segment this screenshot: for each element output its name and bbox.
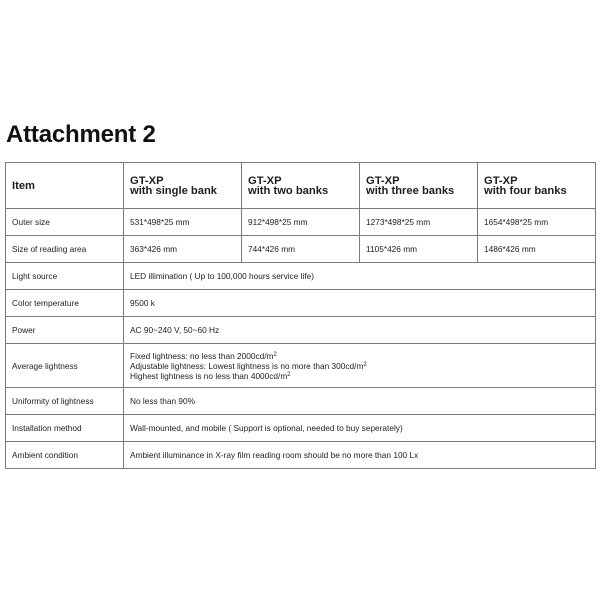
table-row-color-temperature <box>6 290 596 317</box>
model-name: GT-XP <box>248 174 282 187</box>
row-label: Uniformity of lightness <box>6 388 124 415</box>
table-row-installation <box>6 415 596 442</box>
table-row-ambient <box>6 442 596 469</box>
model-variant: with four banks <box>484 184 567 197</box>
lightness-text: Adjustable lightness: Lowest lightness is no more than 300cd/m <box>130 360 364 371</box>
specification-table <box>5 162 596 469</box>
cell-value: AC 90~240 V, 50~60 Hz <box>124 317 596 344</box>
lightness-text: Fixed lightness: no less than 2000cd/m <box>130 350 274 361</box>
model-variant: with three banks <box>366 184 455 197</box>
table-row-light-source <box>6 263 596 290</box>
row-label: Power <box>6 317 124 344</box>
cell-value: 1486*426 mm <box>478 236 596 263</box>
superscript: 2 <box>273 351 277 358</box>
model-name: GT-XP <box>130 174 164 187</box>
row-label: Average lightness <box>6 344 124 388</box>
header-model-two-banks <box>242 163 360 209</box>
cell-value: 912*498*25 mm <box>242 209 360 236</box>
model-variant: with single bank <box>130 184 218 197</box>
cell-value: 363*426 mm <box>124 236 242 263</box>
cell-value: 1273*498*25 mm <box>360 209 478 236</box>
cell-value: 9500 k <box>124 290 596 317</box>
row-label: Light source <box>6 263 124 290</box>
table-row-outer-size <box>6 209 596 236</box>
table-row-uniformity <box>6 388 596 415</box>
cell-value: LED illimination ( Up to 100,000 hours service life) <box>124 263 596 290</box>
model-name: GT-XP <box>484 174 518 187</box>
row-label: Color temperature <box>6 290 124 317</box>
row-label: Outer size <box>6 209 124 236</box>
header-model-single-bank <box>124 163 242 209</box>
header-model-four-banks <box>478 163 596 209</box>
model-variant: with two banks <box>248 184 329 197</box>
cell-value: 1654*498*25 mm <box>478 209 596 236</box>
cell-value: 1105*426 mm <box>360 236 478 263</box>
lightness-line-adjustable <box>130 361 589 371</box>
cell-value: Ambient illuminance in X-ray film reading room should be no more than 100 Lx <box>124 442 596 469</box>
cell-value <box>124 344 596 388</box>
lightness-text: Highest lightness is no less than 4000cd/m <box>130 370 288 381</box>
lightness-line-highest <box>130 371 589 381</box>
cell-value: Wall-mounted, and mobile ( Support is optional, needed to buy seperately) <box>124 415 596 442</box>
cell-value: 531*498*25 mm <box>124 209 242 236</box>
page-title: Attachment 2 <box>6 121 156 148</box>
superscript: 2 <box>287 371 291 378</box>
table-row-reading-area <box>6 236 596 263</box>
table-header-row <box>6 163 596 209</box>
lightness-line-fixed <box>130 351 589 361</box>
header-item: Item <box>6 163 124 209</box>
row-label: Size of reading area <box>6 236 124 263</box>
cell-value: No less than 90% <box>124 388 596 415</box>
table-row-average-lightness <box>6 344 596 388</box>
table-row-power <box>6 317 596 344</box>
header-model-three-banks <box>360 163 478 209</box>
row-label: Ambient condition <box>6 442 124 469</box>
superscript: 2 <box>363 361 367 368</box>
cell-value: 744*426 mm <box>242 236 360 263</box>
model-name: GT-XP <box>366 174 400 187</box>
row-label: Installation method <box>6 415 124 442</box>
